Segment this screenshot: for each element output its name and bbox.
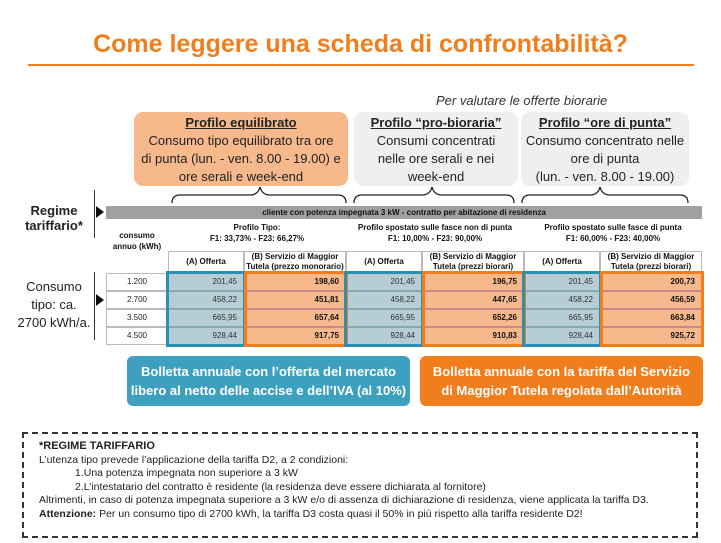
maggior-tutela-value-cell: 196,75 (422, 273, 524, 291)
offerta-value-cell: 665,95 (168, 309, 244, 327)
maggior-tutela-value-cell: 198,60 (244, 273, 346, 291)
offerta-value-cell: 458,22 (524, 291, 600, 309)
offerta-column-header: (A) Offerta (346, 251, 422, 273)
regime-tariffario-label: Regime tariffario* (25, 203, 83, 233)
notes-line: Attenzione: Per un consumo tipo di 2700 kWh, la tariffa D3 costa quasi il 50% in più rispetto alla tariffa residente D2! (39, 507, 583, 520)
profile-line: week-end (407, 169, 465, 184)
regime-tariffario-notes (22, 432, 698, 538)
consumo-kwh-cell: 2.700 (106, 291, 168, 309)
consumo-tipo-label: Consumo tipo: ca. 2700 kWh/a. (17, 279, 91, 330)
consumo-kwh-cell: 4.500 (106, 327, 168, 345)
maggior-tutela-column-header: (B) Servizio di Maggior Tutela (prezzo monorario) (244, 251, 346, 273)
offerta-value-cell: 665,95 (346, 309, 422, 327)
offerta-value-cell: 201,45 (524, 273, 600, 291)
profile-line: di punta (lun. - ven. 8.00 - 19.00) e (141, 151, 341, 166)
maggior-tutela-value-cell: 925,72 (600, 327, 702, 345)
offerta-value-cell: 201,45 (346, 273, 422, 291)
profile-column-header: Profilo spostato sulle fasce di punta F1: 60,00% - F23: 40,00% (544, 223, 682, 243)
notes-line: Altrimenti, in caso di potenza impegnata superiore a 3 kW e/o di assenza di dichiarazione di residenza, viene applicata la tariffa D3. (39, 494, 649, 506)
profile-pro-bioraria-box (354, 112, 518, 186)
maggior-tutela-value-cell: 917,75 (244, 327, 346, 345)
offerta-value-cell: 665,95 (524, 309, 600, 327)
maggior-tutela-box: Bolletta annuale con la tariffa del Servizio di Maggior Tutela regolata dall’Autorità (420, 356, 703, 406)
profile-line: (lun. - ven. 8.00 - 19.00) (535, 169, 675, 184)
profile-line: Consumo tipo equilibrato tra ore (148, 133, 334, 148)
profile-heading: Profilo “pro-bioraria” (370, 115, 502, 130)
maggior-tutela-value-cell: 910,83 (422, 327, 524, 345)
maggior-tutela-value-cell: 657,64 (244, 309, 346, 327)
offerta-column-header: (A) Offerta (168, 251, 244, 273)
offerta-highlight-frame (166, 271, 246, 347)
profile-line: Consumi concentrati (376, 133, 496, 148)
biorarie-note: Per valutare le offerte biorarie (436, 93, 608, 108)
table-header: cliente con potenza impegnata 3 kW - contratto per abitazione di residenza (106, 206, 702, 219)
maggior-tutela-highlight-frame (600, 271, 704, 347)
notes-title: *REGIME TARIFFARIO (39, 440, 155, 452)
profile-column-header: Profilo Tipo: F1: 33,73% - F23: 66,27% (209, 223, 305, 243)
profile-line: Consumo concentrato nelle (525, 133, 685, 148)
profile-line: nelle ore serali e nei (377, 151, 495, 166)
consumo-kwh-cell: 1.200 (106, 273, 168, 291)
maggior-tutela-value-cell: 652,26 (422, 309, 524, 327)
profile-heading: Profilo “ore di punta” (538, 115, 672, 130)
offerta-column-header: (A) Offerta (524, 251, 600, 273)
maggior-tutela-highlight-frame (422, 271, 526, 347)
page-title: Come leggere una scheda di confrontabilità? (93, 30, 628, 58)
offerta-value-cell: 458,22 (346, 291, 422, 309)
consumo-arrow-icon (96, 294, 104, 306)
offerta-value-cell: 201,45 (168, 273, 244, 291)
profile-line: ore serali e week-end (178, 169, 304, 184)
offerta-value-cell: 928,44 (524, 327, 600, 345)
maggior-tutela-value-cell: 451,81 (244, 291, 346, 309)
maggior-tutela-value-cell: 200,73 (600, 273, 702, 291)
offerta-value-cell: 928,44 (346, 327, 422, 345)
consumo-column-header: consumo annuo (kWh) (112, 231, 162, 251)
maggior-tutela-highlight-frame (244, 271, 348, 347)
notes-line: 1.Una potenza impegnata non superiore a 3 kW (75, 467, 298, 479)
regime-bracket-line (94, 190, 95, 238)
notes-line: L’utenza tipo prevede l’applicazione della tariffa D2, a 2 condizioni: (39, 453, 349, 466)
maggior-tutela-value-cell: 447,65 (422, 291, 524, 309)
offerta-highlight-frame (344, 271, 424, 347)
offerta-value-cell: 928,44 (168, 327, 244, 345)
maggior-tutela-value-cell: 456,59 (600, 291, 702, 309)
title-underline (28, 64, 694, 66)
profile-line: ore di punta (570, 151, 640, 166)
profile-heading: Profilo equilibrato (185, 115, 297, 130)
profile-column-header: Profilo spostato sulle fasce non di punta F1: 10,00% - F23: 90,00% (357, 223, 513, 243)
profile-braces (170, 185, 690, 205)
profile-ore-di-punta-box (521, 112, 689, 186)
maggior-tutela-value-cell: 663,84 (600, 309, 702, 327)
regime-arrow-icon (96, 206, 104, 218)
maggior-tutela-column-header: (B) Servizio di Maggior Tutela (prezzi biorari) (422, 251, 524, 273)
maggior-tutela-column-header: (B) Servizio di Maggior Tutela (prezzi biorari) (600, 251, 702, 273)
mercato-libero-box: Bolletta annuale con l’offerta del mercato libero al netto delle accise e dell’IVA (al 10%) (127, 356, 410, 406)
offerta-value-cell: 458,22 (168, 291, 244, 309)
offerta-highlight-frame (522, 271, 602, 347)
consumo-bracket-line (94, 272, 95, 340)
consumo-kwh-cell: 3.500 (106, 309, 168, 327)
profile-equilibrato-box (134, 112, 348, 186)
notes-line: 2.L’intestatario del contratto è residente (la residenza deve essere dichiarata al fornitore) (75, 480, 486, 493)
